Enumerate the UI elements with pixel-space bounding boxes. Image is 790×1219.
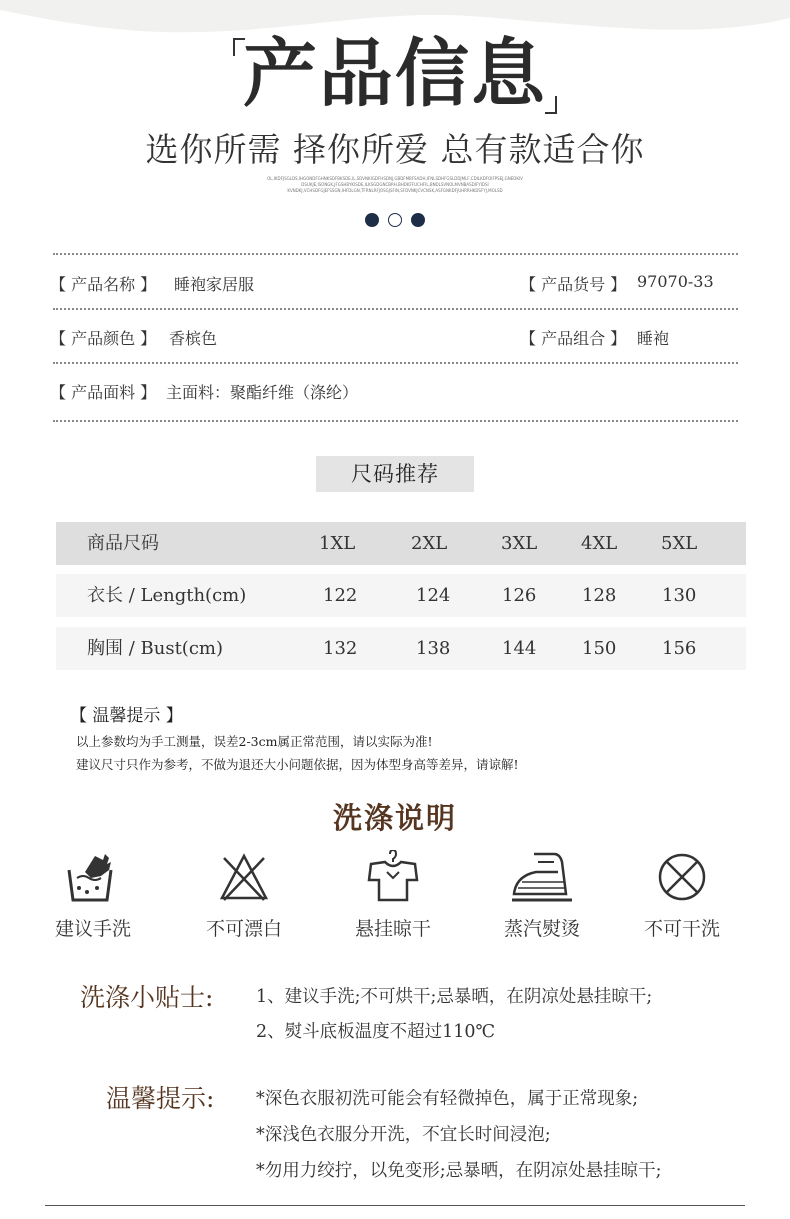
- table-cell: 胸围 / Bust(cm): [87, 638, 223, 659]
- product-name-value: 睡袍家居服: [174, 275, 255, 294]
- steam-iron-icon: [510, 850, 574, 904]
- table-cell: 128: [582, 585, 617, 606]
- table-header-row: [56, 522, 746, 565]
- table-header-cell: 4XL: [581, 533, 618, 554]
- notice-line: 建议尺寸只作为参考，不做为退还大小问题依据，因为体型身高等差异，请谅解!: [76, 757, 519, 772]
- page-indicator-dots: [0, 213, 790, 227]
- product-color-label: 【 产品颜色 】: [50, 329, 157, 348]
- table-cell: 衣长 / Length(cm): [87, 585, 247, 606]
- wash-item-no-bleach: [184, 850, 304, 941]
- warm-tip-line: *勿用力绞拧，以免变形;忌暴晒，在阴凉处悬挂晾干;: [256, 1161, 662, 1181]
- product-fabric-value: 主面料：聚酯纤维（涤纶）: [166, 383, 359, 402]
- divider-dotted: [53, 253, 738, 255]
- divider-dotted: [53, 362, 738, 364]
- notice-title: 【 温馨提示 】: [70, 706, 183, 726]
- table-cell: 130: [662, 585, 697, 606]
- table-row: [56, 574, 746, 617]
- product-fabric-label: 【 产品面料 】: [50, 383, 157, 402]
- wash-item-label: 建议手洗: [54, 918, 131, 940]
- wash-section-title: 洗涤说明: [332, 801, 457, 835]
- wash-item-label: 不可漂白: [205, 918, 282, 940]
- tiny-text-line: KVNDKJ,VCHSDFGJEFSSGN,IHFDLGN,TFRNLRFJOSGJSFIN,SFDVNKJCVCNSK,ASFGNKDFJUHRRHKDSFYJ,MOLSD: [287, 188, 503, 193]
- table-header-cell: 商品尺码: [87, 533, 159, 554]
- title-bracket-left: [233, 38, 245, 56]
- title-bracket-right: [545, 96, 557, 114]
- tiny-text-line: DSUKJE,ISONGK,JFGSHBYKISDE,ILKSGDGNCBRH,BHDKFFUCHFIL,BNDLSVNOLMVNBASDIFYIDSI: [301, 182, 489, 187]
- warm-tip-line: *深浅色衣服分开洗，不宜长时间浸泡;: [256, 1125, 551, 1145]
- product-color-value: 香槟色: [169, 329, 218, 348]
- table-header-cell: 2XL: [411, 533, 448, 554]
- table-cell: 144: [502, 638, 537, 659]
- hand-wash-icon: [63, 850, 123, 904]
- dot-filled: [365, 213, 379, 227]
- wash-item-label: 悬挂晾干: [354, 918, 431, 940]
- no-bleach-icon: [214, 850, 274, 904]
- wash-item-hang-dry: [333, 850, 453, 941]
- table-header-cell: 3XL: [501, 533, 538, 554]
- wash-item-label: 蒸汽熨烫: [503, 918, 580, 940]
- size-section-heading: 尺码推荐: [316, 456, 474, 492]
- table-header-cell: 1XL: [319, 533, 356, 554]
- wash-item-steam-iron: [482, 850, 602, 941]
- table-cell: 132: [323, 638, 358, 659]
- notice-line: 以上参数均为手工测量，误差2-3cm属正常范围，请以实际为准!: [76, 734, 433, 749]
- dot-filled: [411, 213, 425, 227]
- product-code-value: 97070-33: [637, 272, 714, 291]
- warm-tip-line: *深色衣服初洗可能会有轻微掉色，属于正常现象;: [256, 1089, 639, 1109]
- table-cell: 122: [323, 585, 358, 606]
- page-title: [243, 32, 547, 116]
- table-header-cell: 5XL: [661, 533, 698, 554]
- divider-dotted: [53, 420, 738, 422]
- title-block: [0, 32, 790, 116]
- product-code-label: 【 产品货号 】: [520, 275, 627, 294]
- product-combo-value: 睡袍: [637, 329, 670, 348]
- wash-tips-heading: 洗涤小贴士:: [80, 983, 214, 1012]
- table-cell: 150: [582, 638, 617, 659]
- product-combo-label: 【 产品组合 】: [520, 329, 627, 348]
- wash-tip-line: 1、建议手洗;不可烘干;忌暴晒，在阴凉处悬挂晾干;: [256, 987, 653, 1007]
- table-cell: 156: [662, 638, 697, 659]
- wash-item-label: 不可干洗: [643, 918, 720, 940]
- hang-dry-icon: [363, 850, 423, 904]
- warm-tips-heading: 温馨提示:: [106, 1084, 215, 1113]
- divider-dotted: [53, 308, 738, 310]
- table-row: [56, 627, 746, 670]
- wash-item-hand-wash: [33, 850, 153, 941]
- page-subtitle: 选你所需 择你所爱 总有款适合你: [145, 130, 645, 169]
- dot-empty: [388, 213, 402, 227]
- bottom-divider: [45, 1205, 745, 1206]
- tiny-text-line: OL,IKDFJSGLDS,IHGONDFGHNKSDFBKSDE,IL,SDVNKIGDFHSDNJ,GBDFMBFSADH,IFNLSDHFGSLDDJMLF,CDILKDFOIFPSEJ,GNEDKIV: [267, 176, 523, 181]
- product-name-label: 【 产品名称 】: [50, 275, 157, 294]
- table-cell: 124: [416, 585, 451, 606]
- table-cell: 126: [502, 585, 537, 606]
- table-cell: 138: [416, 638, 451, 659]
- page-title-text: 产品信息: [243, 31, 547, 117]
- no-dry-clean-icon: [652, 850, 712, 904]
- wash-item-no-dry-clean: [622, 850, 742, 941]
- wash-tip-line: 2、熨斗底板温度不超过110℃: [256, 1022, 496, 1042]
